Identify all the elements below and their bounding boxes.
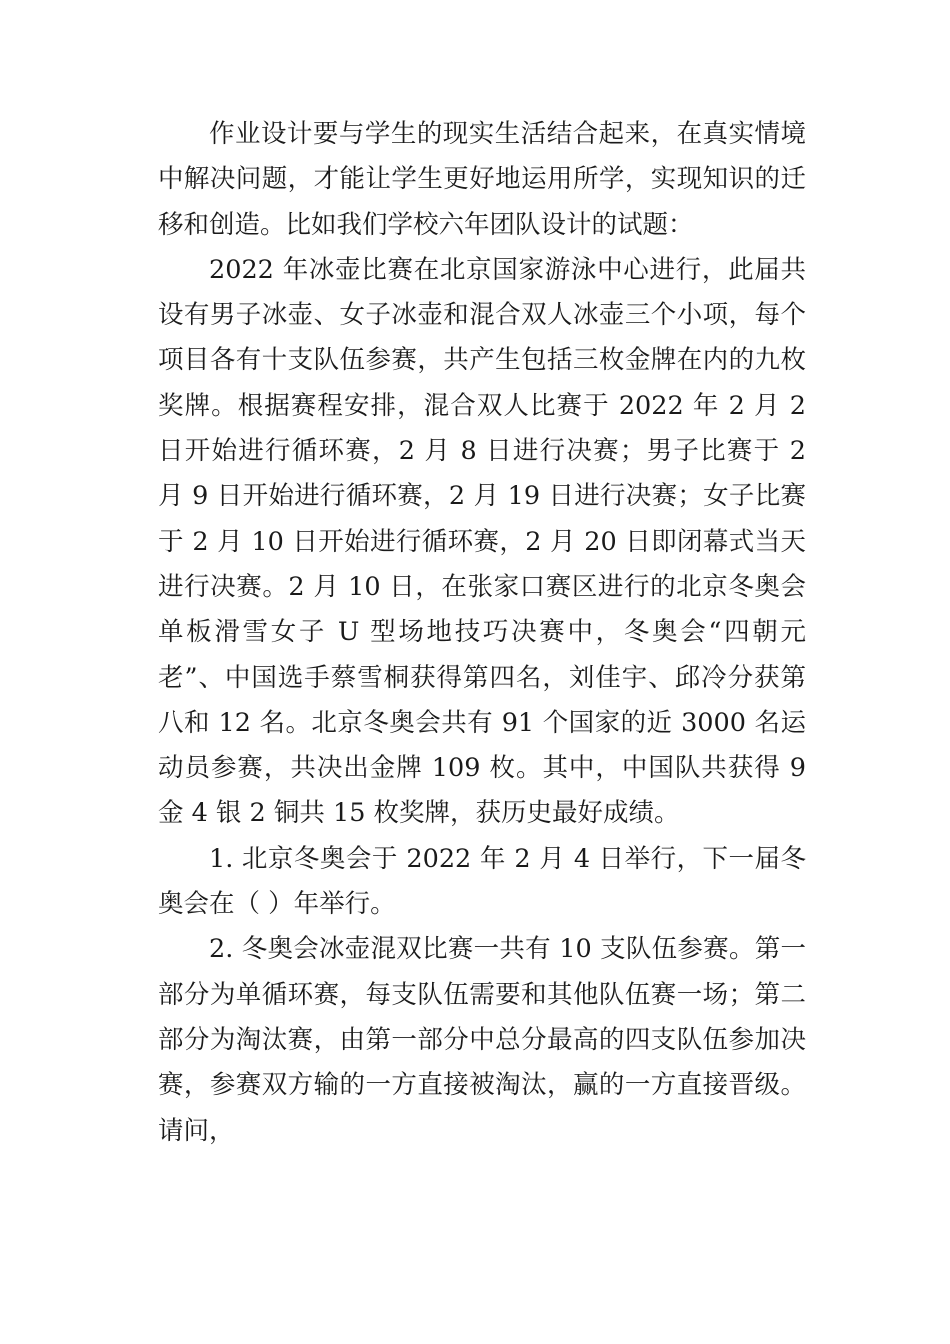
curling-context-paragraph: 2022 年冰壶比赛在北京国家游泳中心进行，此届共设有男子冰壶、女子冰壶和混合双人冰壶三个小项，每个项目各有十支队伍参赛，共产生包括三枚金牌在内的九枚奖牌。根据赛程安排，混合双人比赛于 2022 年 2 月 2 日开始进行循环赛，2 月 8 日进行决赛；男子比赛于 2 月 9 日开始进行循环赛，2 月 19 日进行决赛；女子比赛于 2 月 10 日开始进行循环赛，2 月 20 日即闭幕式当天进行决赛。2 月 10 日，在张家口赛区进行的北京冬奥会单板滑雪女子 U 型场地技巧决赛中，冬奥会“四朝元老”、中国选手蔡雪桐获得第四名，刘佳宇、邱冷分获第八和 12 名。北京冬奥会共有 91 个国家的近 3000 名运动员参赛，共决出金牌 109 枚。其中，中国队共获得 9 金 4 银 2 铜共 15 枚奖牌，获历史最好成绩。 bbox=[158, 254, 806, 829]
question-2: 2. 冬奥会冰壶混双比赛一共有 10 支队伍参赛。第一部分为单循环赛，每支队伍需要和其他队伍赛一场；第二部分为淘汰赛，由第一部分中总分最高的四支队伍参加决赛，参赛双方输的一方直接被淘汰，赢的一方直接晋级。请问， bbox=[158, 934, 806, 1146]
intro-paragraph: 作业设计要与学生的现实生活结合起来，在真实情境中解决问题，才能让学生更好地运用所学，实现知识的迁移和创造。比如我们学校六年团队设计的试题： bbox=[158, 119, 806, 240]
document-body bbox=[158, 112, 806, 1154]
question-1: 1. 北京冬奥会于 2022 年 2 月 4 日举行，下一届冬奥会在（ ）年举行。 bbox=[158, 843, 806, 920]
